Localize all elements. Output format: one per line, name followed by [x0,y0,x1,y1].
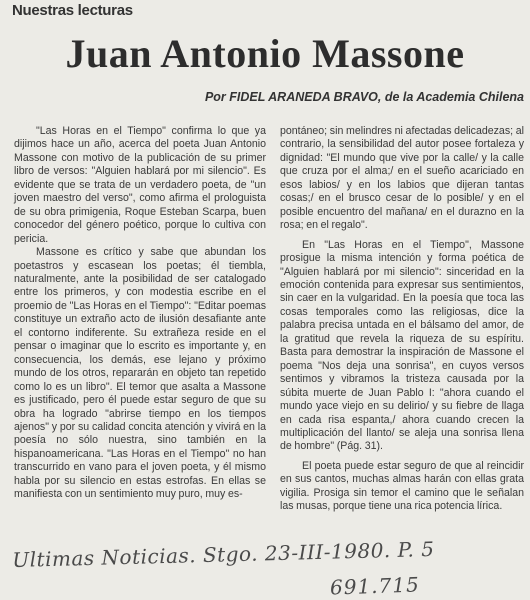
paragraph: En "Las Horas en el Tiempo", Massone prosigue la misma intención y forma poética de "Alguien hablará por mi silencio": sinceridad en la emoción contenida para expresar sus sentimientos, sin caer en la vulgaridad. En la poesía que toca las cosas temporales como las religiosas, dice la palabra precisa untada en el bálsamo del amor, de la gratitud que revela la riqueza de su espíritu. Basta para demostrar la inspiración de Massone el poema "Nos deja una sonrisa", en cuyos versos sentimos y vibramos la tristeza causada por la súbita muerte de Juan Pablo I: "ahora cuando el mundo yace viejo en su delirio/ y su fiebre de llaga en cada risa espanta,/ ahora cuando crecen la multiplicación del llanto/ se aleja una sonrisa llena de hombre" (Pág. 31). [280,238,524,453]
section-label: Nuestras lecturas [12,2,133,19]
right-column [280,125,524,514]
handwritten-source-note: Ultimas Noticias. Stgo. 23-III-1980. P. 5 [12,536,435,572]
left-column [14,125,266,502]
paragraph: El poeta puede estar seguro de que al reincidir en sus cantos, muchas almas harán con ellas grata vigilia. Prosiga sin temor el camino que le señalan las musas, porque tiene una rica potencia lírica. [280,459,524,513]
article-title: Juan Antonio Massone [65,31,465,76]
paragraph: "Las Horas en el Tiempo" confirma lo que ya dijimos hace un año, acerca del poeta Juan Antonio Massone con motivo de la publicación de su primer libro de versos: "Alguien hablará por mi silencio". Es evidente que se trata de un verdadero poeta, de "un joven maestro del verso", como afirma el prologuista de su obra primigenia, Roque Esteban Scarpa, buen conocedor del género poético, porque lo cultiva con pericia. [14,125,266,245]
paragraph: Massone es crítico y sabe que abundan los poetastros y escasean los poetas; él tiembla, naturalmente, ante la posibilidad de ser catalogado entre los primeros, y con modestia escribe en el proemio de "Las Horas en el Tiempo": "Editar poemas constituye un extraño acto de ilusión desafiante ante el contorno indiferente. Su extrañeza reside en el pensar o imaginar que lo escrito es importante y, en consecuencia, los demás, ese lejano y próximo mundo de los otros, repararán en objeto tan repetido como lo es un libro". El temor que asalta a Massone es justificado, pero él puede estar seguro de que su obra ha logrado "abrirse tiempo en los tiempos ajenos" y por su calidad concita atención y vivirá en la poesía no sólo nuestra, sino también en la hispanoamericana. "Las Horas en el Tiempo" no han transcurrido en vano para el joven poeta, y él mismo habla por su silencio en estas estrofas. En ellas se manifiesta con un sentimiento muy puro, muy es- [14,246,266,501]
paragraph: pontáneo; sin melindres ni afectadas delicadezas; al contrario, la sensibilidad del autor posee fortaleza y dignidad: "El mundo que vive por la calle/ y la calle que cruza por el alma;/ en el sueño acariciado en esos labios/ y en los labios que dijeran tantas cosas;/ en el brusco cesar de lo posible/ y en el posible encuentro del mañana/ en el durazno en la rosa; en el regalo". [280,125,524,232]
handwritten-catalog-number: 691.715 [329,572,421,600]
article-byline: Por FIDEL ARANEDA BRAVO, de la Academia Chilena [204,90,524,104]
